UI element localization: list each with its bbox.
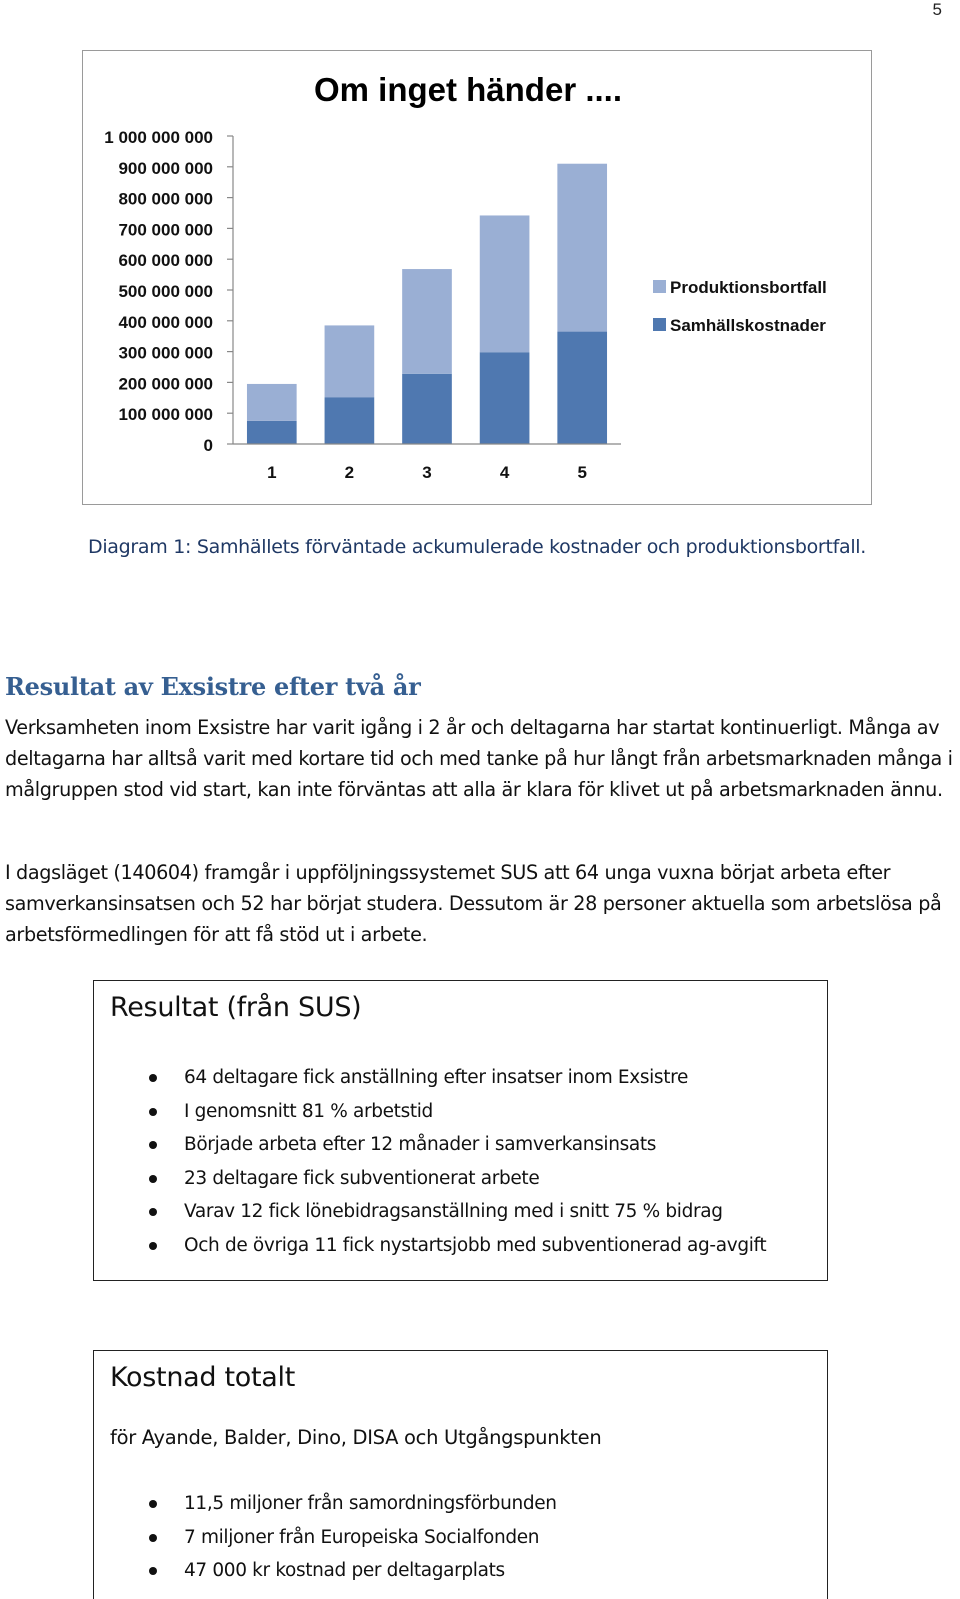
list-item: Och de övriga 11 fick nystartsjobb med subventionerad ag-avgift [149,1229,766,1263]
bar-produktionsbortfall-1 [247,384,297,421]
x-tick-label: 2 [344,463,355,482]
list-item: Började arbeta efter 12 månader i samverkansinsats [149,1128,766,1162]
cost-box-title: Kostnad totalt [110,1362,296,1393]
y-tick-label: 1 000 000 000 [104,128,213,147]
y-tick-label: 600 000 000 [118,251,213,271]
y-tick-label: 900 000 000 [118,158,213,178]
legend-label: Samhällskostnader [670,316,826,335]
paragraph-status: I dagsläget (140604) framgår i uppföljningssystemet SUS att 64 unga vuxna börjat arbeta efter samverkansinsatsen och 52 har börjat studera. Dessutom är 28 personer aktuella som arbetslösa på arbetsförmedlingen för att få stöd ut i arbete. [5,861,942,946]
y-tick-label: 700 000 000 [118,220,213,240]
bullet-icon [149,1175,157,1183]
list-item: 64 deltagare fick anställning efter insatser inom Exsistre [149,1061,766,1095]
x-tick-label: 1 [267,463,277,482]
chart-frame [82,50,872,505]
bullet-icon [149,1500,157,1508]
y-tick-label: 800 000 000 [118,189,213,209]
y-tick-label: 100 000 000 [118,405,213,425]
chart-caption: Diagram 1: Samhällets förväntade ackumulerade kostnader och produktionsbortfall. [88,536,867,558]
cost-box [93,1350,828,1599]
bar-samhällskostnader-1 [247,421,297,444]
stacked-bar-chart [83,51,873,506]
bar-samhällskostnader-5 [557,332,607,444]
y-axis [104,128,233,455]
bar-produktionsbortfall-2 [325,325,375,397]
x-axis [233,444,621,482]
cost-list [149,1487,557,1588]
y-tick-label: 500 000 000 [118,282,213,301]
legend-label: Produktionsbortfall [670,278,827,297]
y-tick-label: 0 [203,436,213,455]
page-number: 5 [932,0,942,19]
list-item: I genomsnitt 81 % arbetstid [149,1095,766,1129]
list-item: 23 deltagare fick subventionerat arbete [149,1162,766,1196]
legend-swatch [653,318,666,331]
legend-swatch [653,280,666,293]
bullet-icon [149,1141,157,1149]
results-box [93,980,828,1281]
y-tick-label: 400 000 000 [118,312,213,332]
bars [247,164,607,444]
bar-produktionsbortfall-4 [480,215,530,352]
x-tick-label: 5 [577,463,587,482]
bar-samhällskostnader-2 [325,397,375,444]
results-box-title: Resultat (från SUS) [110,992,362,1023]
bullet-icon [149,1567,157,1575]
list-item: 47 000 kr kostnad per deltagarplats [149,1554,557,1588]
results-list [149,1061,766,1262]
bullet-icon [149,1108,157,1116]
list-item: Varav 12 fick lönebidragsanställning med i snitt 75 % bidrag [149,1195,766,1229]
list-item: 7 miljoner från Europeiska Socialfonden [149,1521,557,1555]
paragraph-intro: Verksamheten inom Exsistre har varit igång i 2 år och deltagarna har startat kontinuerligt. Många av deltagarna har alltså varit med kortare tid och med tanke på hur långt från arbetsmarknaden många i målgruppen stod vid start, kan inte förväntas att alla är klara för klivet ut på arbetsmarknaden ännu. [5,716,953,801]
bullet-icon [149,1208,157,1216]
x-tick-label: 4 [499,463,510,482]
list-item: 11,5 miljoner från samordningsförbunden [149,1487,557,1521]
y-tick-label: 300 000 000 [118,343,213,363]
section-heading: Resultat av Exsistre efter två år [5,672,421,701]
bullet-icon [149,1074,157,1082]
chart-title: Om inget händer .... [313,71,623,108]
bar-produktionsbortfall-5 [557,164,607,332]
bar-samhällskostnader-3 [402,374,452,444]
bar-produktionsbortfall-3 [402,269,452,374]
x-tick-label: 3 [422,463,432,482]
bar-samhällskostnader-4 [480,352,530,444]
cost-box-subtitle: för Ayande, Balder, Dino, DISA och Utgångspunkten [110,1426,602,1449]
legend [653,278,827,335]
bullet-icon [149,1242,157,1250]
y-tick-label: 200 000 000 [118,374,213,394]
bullet-icon [149,1534,157,1542]
